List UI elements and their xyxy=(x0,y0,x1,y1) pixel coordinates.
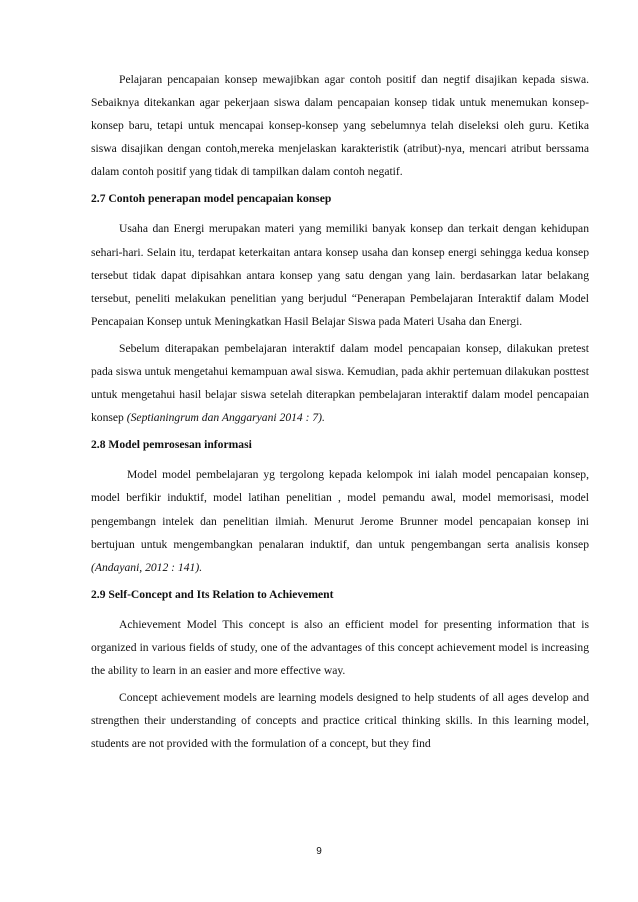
paragraph-model-pemrosesan xyxy=(91,463,589,578)
citation-andayani: (Andayani, 2012 : 141). xyxy=(91,560,203,574)
paragraph-pretest xyxy=(91,337,589,429)
paragraph-achievement-model: Achievement Model This concept is also an efficient model for presenting information that is organized in various fields of study, one of the advantages of this concept achievement model is increasing the ability to learn in an easier and more effective way. xyxy=(91,617,589,677)
heading-2-8: 2.8 Model pemrosesan informasi xyxy=(91,438,252,452)
paragraph-model-pemrosesan-text: Model model pembelajaran yg tergolong kepada kelompok ini ialah model pencapaian konsep, model berfikir induktif, model latihan penelitian , model pemandu awal, model memorisasi, model pengembangn intelek dan penelitian ilmiah. Menurut Jerome Brunner model pencapaian konsep ini bertujuan untuk mengembangkan penalaran induktif, dan untuk pengembangan serta analisis konsep xyxy=(91,468,589,551)
paragraph-usaha-energi: Usaha dan Energi merupakan materi yang memiliki banyak konsep dan terkait dengan kehidupan sehari-hari. Selain itu, terdapat keterkaitan antara konsep usaha dan konsep energi sehingga kedua konsep tersebut tidak dapat dipisahkan antara konsep yang satu dengan yang lain. berdasarkan latar belakang tersebut, peneliti melakukan penelitian yang berjudul “Penerapan Pembelajaran Interaktif dalam Model Pencapaian Konsep untuk Meningkatkan Hasil Belajar Siswa pada Materi Usaha dan Energi. xyxy=(91,222,589,328)
heading-2-9: 2.9 Self-Concept and Its Relation to Achievement xyxy=(91,587,334,601)
citation-septianingrum: (Septianingrum dan Anggaryani 2014 : 7). xyxy=(126,411,325,425)
paragraph-concept-achievement: Concept achievement models are learning models designed to help students of all ages develop and strengthen their understanding of concepts and practice critical thinking skills. In this learning model, students are not provided with the formulation of a concept, but they find xyxy=(91,691,589,751)
heading-2-7: 2.7 Contoh penerapan model pencapaian konsep xyxy=(91,192,332,206)
paragraph-pretest-text: Sebelum diterapakan pembelajaran interaktif dalam model pencapaian konsep, dilakukan pretest pada siswa untuk mengetahui kemampuan awal siswa. Kemudian, pada akhir pertemuan dilakukan posttest untuk mengetahui hasil belajar siswa setelah diterapkan pembelajaran interaktif dalam model pencapaian konsep xyxy=(91,341,589,425)
page-number: 9 xyxy=(316,846,322,857)
paragraph-concept-attainment: Pelajaran pencapaian konsep mewajibkan agar contoh positif dan negtif disajikan kepada siswa. Sebaiknya ditekankan agar pekerjaan siswa dalam pencapaian konsep tidak untuk menemukan konsep-konsep baru, tetapi untuk mencapai konsep-konsep yang sebelumnya telah diseleksi oleh guru. Ketika siswa disajikan dengan contoh,mereka menjelaskan karakteristik (atribut)-nya, mencari atribut berssama dalam contoh positif yang tidak di tampilkan dalam contoh negatif. xyxy=(91,73,589,179)
